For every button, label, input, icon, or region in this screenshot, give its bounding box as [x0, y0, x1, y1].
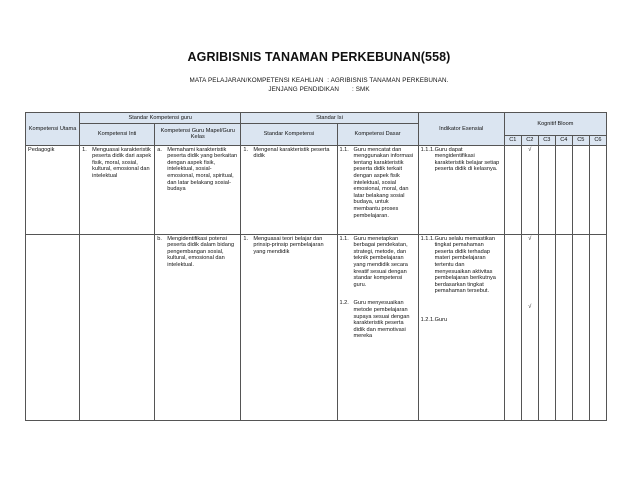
table-row	[26, 145, 607, 234]
kompetensi-utama-cell	[26, 234, 80, 420]
c4-cell	[555, 145, 572, 234]
c6-cell	[589, 145, 606, 234]
kompetensi-guru-cell	[155, 234, 241, 420]
c5-cell	[572, 234, 589, 420]
item-number: 1.1.1.	[420, 146, 435, 153]
header-c3: C3	[538, 136, 555, 146]
header-indikator-esensial: Indikator Esensial	[418, 113, 504, 146]
header-kompetensi-dasar: Kompetensi Dasar	[337, 124, 418, 146]
header-kompetensi-inti: Kompetensi Inti	[80, 124, 155, 146]
c6-cell	[589, 234, 606, 420]
item-text: Menguasai karakteristik peserta didik dari aspek fisik, moral, sosial, kultural, emosional dan intelektual	[92, 146, 152, 179]
item-number: b.	[157, 235, 162, 242]
check-mark: √	[528, 146, 532, 153]
c4-cell	[555, 234, 572, 420]
document-title: AGRIBISNIS TANAMAN PERKEBUNAN(558)	[187, 50, 451, 64]
header-c5: C5	[572, 136, 589, 146]
check-mark: √	[528, 235, 532, 242]
c1-cell	[504, 145, 521, 234]
item-number: 1.1.	[339, 146, 349, 153]
item-text: Guru selalu memastikan tingkat pemahaman peserta didik terhadap materi pembelajaran tertentu dan menyesuaikan aktivitas pembelajaran berikutnya berdasarkan tingkat pemahaman tersebut.	[434, 235, 496, 295]
item-text: Mengenal karakteristik peserta didik	[253, 146, 330, 160]
header-standar-isi: Standar Isi	[241, 113, 418, 124]
header-c1: C1	[504, 136, 521, 146]
header-kompetensi-guru-mapel: Kompetensi Guru Mapel/Guru Kelas	[155, 124, 241, 146]
header-c4: C4	[555, 136, 572, 146]
header-standar-kompetensi: Standar Kompetensi	[241, 124, 337, 146]
standar-kompetensi-cell	[241, 145, 337, 234]
education-level-line: JENJANG PENDIDIKAN : SMK	[268, 86, 370, 93]
table-row	[26, 234, 607, 420]
check-mark: √	[528, 304, 532, 311]
kompetensi-guru-cell	[155, 145, 241, 234]
c5-cell	[572, 145, 589, 234]
standar-kompetensi-cell	[241, 234, 337, 420]
item-number: 1.	[243, 146, 249, 153]
item-text: Guru dapat mengidentifikasi karakteristik belajar setiap peserta didik di kelasnya.	[434, 146, 500, 173]
item-number: 1.1.	[339, 235, 349, 242]
item-number: 1.	[243, 235, 249, 242]
item-text: Mengidentifikasi potensi peserta didik dalam bidang pengembangan sosial, kultural, emosional dan intelektual.	[167, 235, 235, 268]
header-kompetensi-utama: Kompetensi Utama	[26, 113, 80, 146]
c1-cell	[504, 234, 521, 420]
item-number: 1.2.	[339, 300, 349, 307]
indikator-cell	[418, 145, 504, 234]
header-c2: C2	[521, 136, 538, 146]
item-text: Guru	[434, 316, 448, 323]
item-number: 1.1.1.	[420, 235, 435, 242]
item-text: Menguasai teori belajar dan prinsip-prinsip pembelajaran yang mendidik	[253, 235, 324, 255]
item-text: Memahami karakteristik peserta didik yang berkaitan dengan aspek fisik, intelektual, sosial-emosional, moral, spiritual, dan latar belakang sosial-budaya	[167, 146, 238, 193]
indikator-cell	[418, 234, 504, 420]
c2-cell	[521, 234, 538, 420]
kompetensi-utama-cell: Pedagogik	[26, 145, 80, 234]
c3-cell	[538, 234, 555, 420]
item-number: 1.	[82, 146, 87, 153]
item-number: a.	[157, 146, 162, 153]
c2-cell	[521, 145, 538, 234]
header-c6: C6	[589, 136, 606, 146]
header-standar-kompetensi-guru: Standar Kompetensi guru	[80, 113, 241, 124]
competency-table	[25, 112, 607, 421]
item-text: Guru menyesuaikan metode pembelajaran supaya sesuai dengan karakteristik peserta didik dan memotivasi mereka	[353, 300, 410, 340]
kompetensi-dasar-cell	[337, 145, 418, 234]
item-text: Guru menetapkan berbagai pendekatan, strategi, metode, dan teknik pembelajaran yang mendidik secara kreatif sesuai dengan standar kompetensi guru.	[353, 235, 408, 288]
subject-line: MATA PELAJARAN/KOMPETENSI KEAHLIAN : AGRIBISNIS TANAMAN PERKEBUNAN.	[189, 77, 449, 84]
kompetensi-inti-cell	[80, 145, 155, 234]
item-text: Guru mencatat dan menggunakan informasi tentang karakteristik peserta didik terkait dengan aspek fisik intelektual, sosial emosional, moral, dan latar belakang sosial budaya, untuk membantu proses pembelajaran.	[353, 146, 414, 219]
header-kognitif-bloom: Kognitif Bloom	[504, 113, 606, 136]
item-number: 1.2.1.	[420, 316, 435, 323]
kompetensi-inti-cell	[80, 234, 155, 420]
c3-cell	[538, 145, 555, 234]
kompetensi-dasar-cell	[337, 234, 418, 420]
